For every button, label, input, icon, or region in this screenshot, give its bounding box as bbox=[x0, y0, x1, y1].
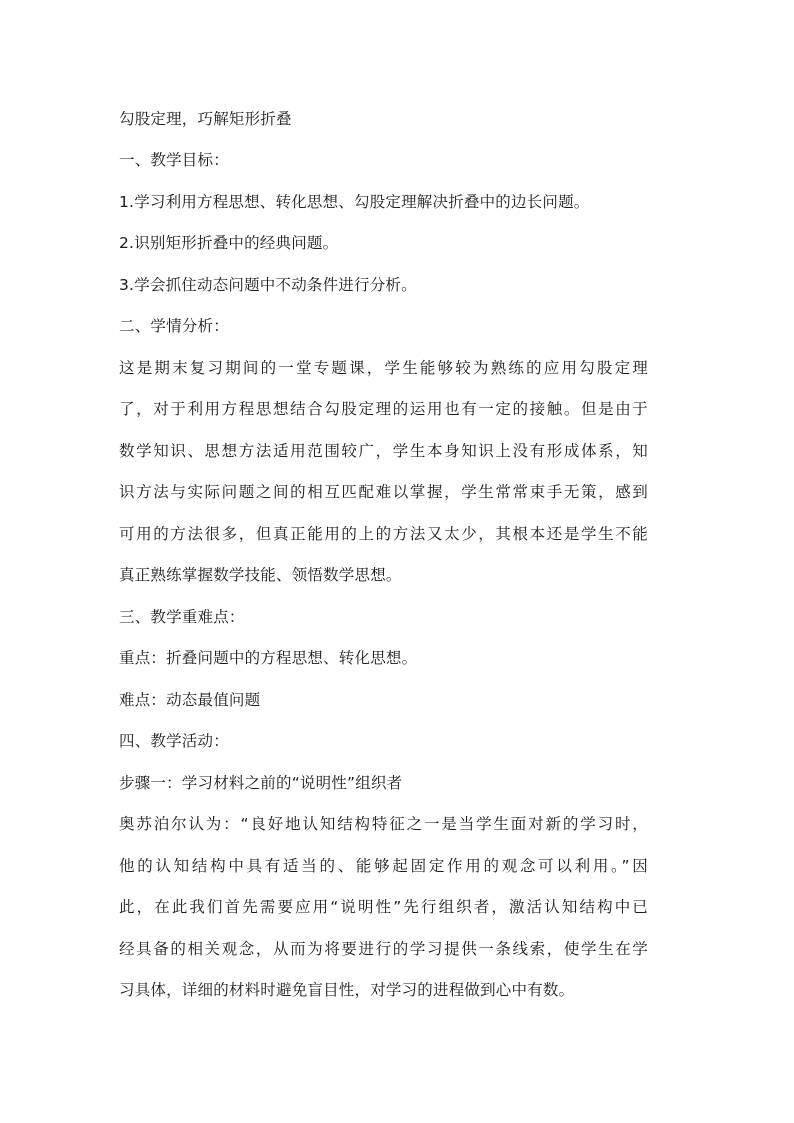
step1-line-1: 奥苏泊尔认为：“良好地认知结构特征之一是当学生面对新的学习时， bbox=[119, 815, 648, 833]
document-title: 勾股定理，巧解矩形折叠 bbox=[119, 110, 292, 128]
step1-line-2: 他的认知结构中具有适当的、能够起固定作用的观念可以利用。”因 bbox=[119, 857, 648, 875]
goals-heading: 一、教学目标： bbox=[119, 151, 229, 169]
goal-item-2: 2.识别矩形折叠中的经典问题。 bbox=[119, 234, 339, 252]
difficulty-point: 难点：动态最值问题 bbox=[119, 691, 261, 709]
analysis-line-3: 数学知识、思想方法适用范围较广，学生本身知识上没有形成体系，知 bbox=[119, 442, 648, 460]
key-points-heading: 三、教学重难点： bbox=[119, 608, 245, 626]
analysis-heading: 二、学情分析： bbox=[119, 317, 229, 335]
focus-point: 重点：折叠问题中的方程思想、转化思想。 bbox=[119, 649, 418, 667]
goal-item-1: 1.学习利用方程思想、转化思想、勾股定理解决折叠中的边长问题。 bbox=[119, 193, 590, 211]
analysis-line-4: 识方法与实际问题之间的相互匹配难以掌握，学生常常束手无策，感到 bbox=[119, 483, 648, 501]
step1-line-3: 此，在此我们首先需要应用“说明性”先行组织者，激活认知结构中已 bbox=[119, 898, 648, 916]
goal-item-3: 3.学会抓住动态问题中不动条件进行分析。 bbox=[119, 276, 417, 294]
analysis-line-2: 了，对于利用方程思想结合勾股定理的运用也有一定的接触。但是由于 bbox=[119, 400, 648, 418]
analysis-line-1: 这是期末复习期间的一堂专题课，学生能够较为熟练的应用勾股定理 bbox=[119, 359, 648, 377]
activities-heading: 四、教学活动： bbox=[119, 732, 229, 750]
step1-line-4: 经具备的相关观念，从而为将要进行的学习提供一条线索，使学生在学 bbox=[119, 940, 648, 958]
step1-title: 步骤一：学习材料之前的“说明性”组织者 bbox=[119, 774, 403, 792]
analysis-line-5: 可用的方法很多，但真正能用的上的方法又太少，其根本还是学生不能 bbox=[119, 525, 648, 543]
step1-line-5: 习具体，详细的材料时避免盲目性，对学习的进程做到心中有数。 bbox=[119, 981, 575, 999]
analysis-line-6: 真正熟练掌握数学技能、领悟数学思想。 bbox=[119, 566, 402, 584]
